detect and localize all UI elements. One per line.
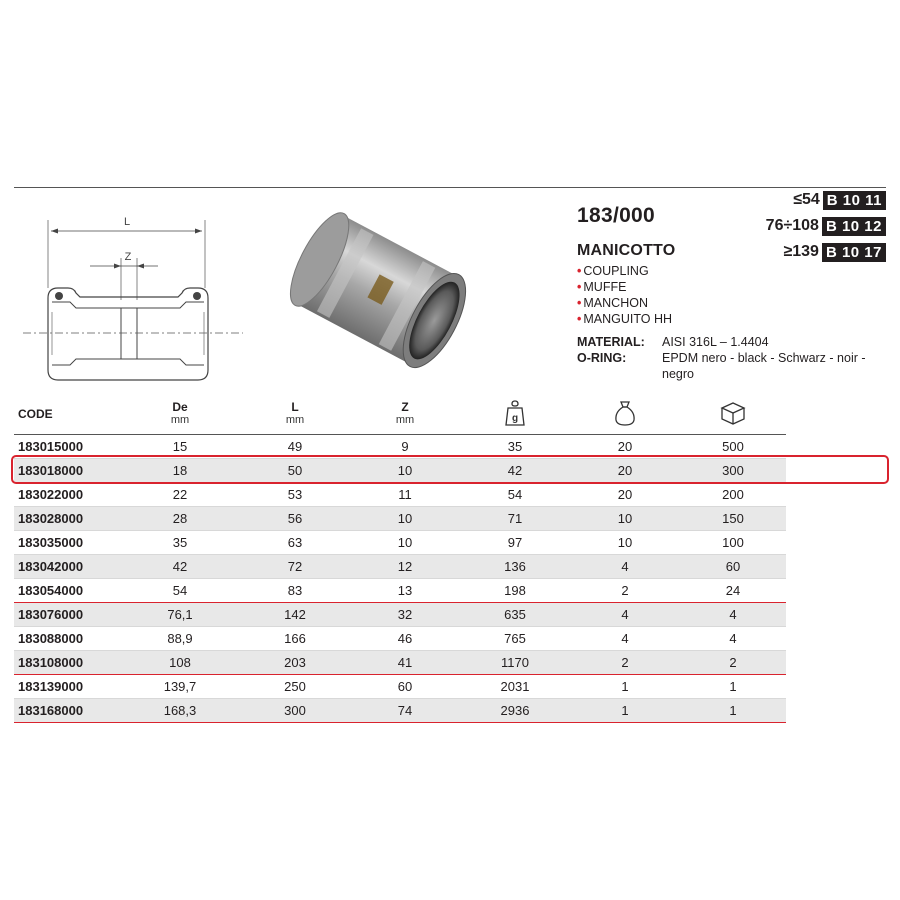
cell-z: 11: [398, 487, 412, 502]
cell-z: 12: [397, 559, 413, 574]
translation-item: • MANGUITO HH: [577, 312, 673, 326]
table-row: [14, 675, 786, 699]
cell-code: 183042000: [18, 559, 84, 574]
cell-l: 63: [287, 535, 303, 550]
cell-z: 32: [397, 607, 413, 622]
cell-l: 300: [284, 703, 306, 718]
bag-icon: [614, 400, 636, 426]
cell-z: 60: [397, 679, 413, 694]
cell-weight: 54: [507, 487, 523, 502]
cell-bag: 4: [621, 607, 629, 622]
cell-weight: 136: [504, 559, 526, 574]
cell-box: 2: [729, 655, 737, 670]
cell-z: 41: [397, 655, 413, 670]
product-table: [14, 394, 786, 723]
table-row: [14, 531, 786, 555]
cell-z: 10: [397, 511, 413, 526]
technical-drawing: [18, 200, 248, 385]
cell-bag: 20: [617, 463, 633, 478]
cell-weight: 2031: [500, 679, 530, 694]
cell-de: 108: [169, 655, 191, 670]
cell-weight: 2936: [500, 703, 530, 718]
cell-z: 13: [397, 583, 413, 598]
cell-bag: 4: [621, 631, 629, 646]
header-z: Z mm: [395, 400, 415, 426]
cell-l: 203: [284, 655, 306, 670]
table-row: [14, 555, 786, 579]
cell-de: 18: [172, 463, 188, 478]
cell-bag: 1: [621, 679, 629, 694]
cell-box: 1: [729, 679, 737, 694]
cell-weight: 71: [507, 511, 523, 526]
cell-code: 183015000: [18, 439, 84, 454]
cell-de: 54: [172, 583, 188, 598]
size-badges: [756, 189, 886, 267]
cell-bag: 20: [617, 487, 633, 502]
cell-l: 83: [287, 583, 303, 598]
material-value: AISI 316L – 1.4404: [662, 335, 769, 349]
translation-list: [577, 263, 887, 327]
cell-weight: 765: [504, 631, 526, 646]
oring-value: EPDM nero - black - Schwarz - noir -: [662, 351, 866, 365]
table-row: [14, 579, 786, 603]
cell-code: 183088000: [18, 631, 84, 646]
translation-item: • COUPLING: [577, 264, 649, 278]
badge-code: B 10 12: [822, 217, 886, 236]
bullet-icon: •: [577, 312, 582, 326]
weight-g-icon: [505, 400, 525, 426]
cell-code: 183168000: [18, 703, 84, 718]
oring-label: O-RING:: [577, 351, 627, 365]
translation-item: • MANCHON: [577, 296, 648, 310]
top-rule: [14, 187, 886, 188]
cell-de: 168,3: [163, 703, 197, 718]
row-highlight-box: [11, 455, 889, 484]
cell-box: 24: [725, 583, 741, 598]
translation-item: • MUFFE: [577, 280, 627, 294]
cell-z: 9: [401, 439, 409, 454]
cell-weight: 1170: [501, 655, 529, 670]
cell-z: 10: [397, 463, 413, 478]
badge-range: ≤54: [793, 191, 820, 208]
box-icon: [719, 401, 747, 425]
table-header: [14, 394, 786, 435]
cell-box: 4: [729, 631, 737, 646]
material-label: MATERIAL:: [577, 335, 645, 349]
oring-value-cont: negro: [662, 367, 694, 381]
badge-row: [756, 189, 886, 211]
cell-box: 200: [722, 487, 744, 502]
cell-l: 72: [287, 559, 303, 574]
cell-l: 142: [284, 607, 306, 622]
bullet-icon: •: [577, 296, 582, 310]
cell-l: 53: [287, 487, 303, 502]
cell-z: 74: [397, 703, 413, 718]
bullet-icon: •: [577, 280, 582, 294]
cell-weight: 42: [507, 463, 523, 478]
cell-bag: 1: [621, 703, 629, 718]
table-row: [14, 483, 786, 507]
cell-de: 35: [172, 535, 188, 550]
cell-l: 250: [284, 679, 306, 694]
badge-range: ≥139: [783, 243, 819, 260]
cell-code: 183054000: [18, 583, 84, 598]
badge-row: [756, 241, 886, 263]
header-bag: [570, 400, 680, 429]
header-l: L mm: [285, 400, 305, 426]
cell-bag: 2: [621, 583, 629, 598]
header-de: De mm: [170, 400, 190, 426]
table-row: [14, 603, 786, 627]
cell-bag: 20: [617, 439, 633, 454]
bullet-icon: •: [577, 264, 582, 278]
cell-box: 4: [729, 607, 737, 622]
badge-row: [756, 215, 886, 237]
drawing-label-z: Z: [124, 251, 132, 263]
cell-code: 183108000: [18, 655, 84, 670]
table-row: [14, 627, 786, 651]
cell-weight: 97: [507, 535, 523, 550]
cell-weight: 35: [507, 439, 523, 454]
badge-code: B 10 17: [822, 243, 886, 262]
cell-de: 22: [172, 487, 188, 502]
cell-box: 100: [722, 535, 744, 550]
product-photo: [272, 205, 482, 375]
badge-range: 76÷108: [765, 217, 819, 234]
cell-code: 183076000: [18, 607, 84, 622]
cell-weight: 635: [504, 607, 526, 622]
badge-code: B 10 11: [823, 191, 886, 210]
cell-bag: 10: [617, 535, 633, 550]
cell-l: 50: [287, 463, 303, 478]
cell-box: 150: [722, 511, 744, 526]
cell-de: 76,1: [167, 607, 193, 622]
cell-box: 60: [725, 559, 741, 574]
cell-l: 49: [287, 439, 303, 454]
cell-weight: 198: [504, 583, 526, 598]
cell-bag: 4: [621, 559, 629, 574]
cell-box: 1: [729, 703, 737, 718]
cell-box: 500: [722, 439, 744, 454]
cell-box: 300: [722, 463, 744, 478]
cell-de: 28: [172, 511, 188, 526]
header-weight: [460, 400, 570, 429]
cell-code: 183018000: [18, 463, 84, 478]
cell-bag: 10: [617, 511, 633, 526]
cell-code: 183035000: [18, 535, 84, 550]
header-box: [680, 401, 786, 428]
table-row: [14, 507, 786, 531]
cell-de: 42: [172, 559, 188, 574]
cell-l: 56: [287, 511, 303, 526]
cell-de: 88,9: [167, 631, 193, 646]
cell-code: 183022000: [18, 487, 84, 502]
cell-l: 166: [284, 631, 306, 646]
product-name: MANICOTTO: [577, 242, 676, 259]
cell-de: 15: [172, 439, 188, 454]
cell-code: 183139000: [18, 679, 84, 694]
svg-text:g: g: [511, 412, 519, 424]
cell-de: 139,7: [163, 679, 197, 694]
cell-bag: 2: [621, 655, 629, 670]
product-code: 183/000: [577, 204, 656, 227]
table-row: [14, 651, 786, 675]
cell-code: 183028000: [18, 511, 84, 526]
cell-z: 46: [397, 631, 413, 646]
table-row: [14, 699, 786, 723]
cell-z: 10: [397, 535, 413, 550]
header-code: CODE: [18, 406, 53, 421]
drawing-label-l: L: [123, 216, 131, 228]
